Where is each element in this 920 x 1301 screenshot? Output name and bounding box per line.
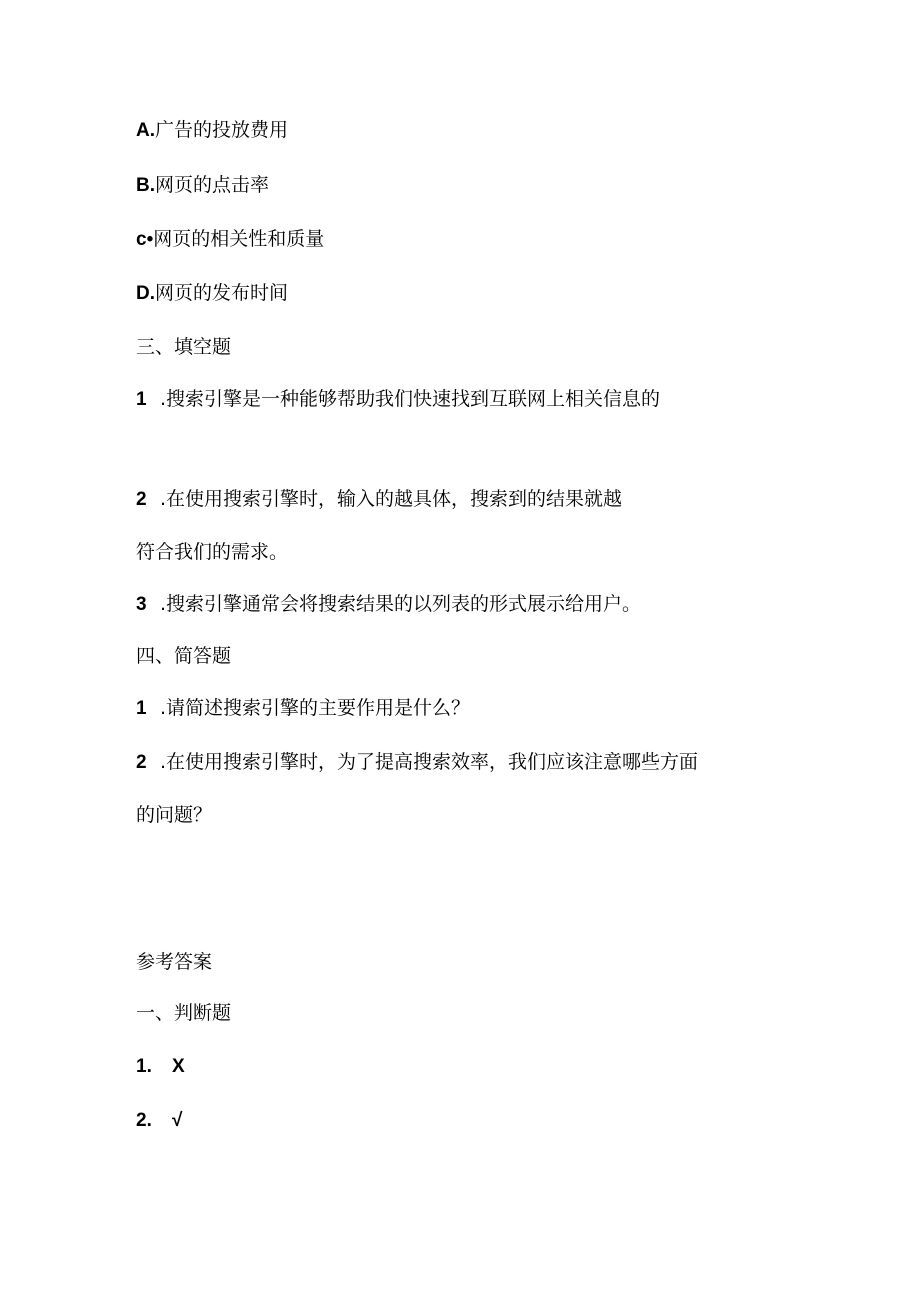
option-a-letter: A. (136, 120, 155, 141)
option-c-text: 网页的相关性和质量 (153, 228, 325, 250)
option-b-text: 网页的点击率 (155, 174, 270, 196)
option-a (136, 117, 288, 144)
answer-item-2-number: 2. (136, 1110, 152, 1131)
option-d-text: 网页的发布时间 (155, 282, 289, 304)
fill-blank-item-2-continuation: 符合我们的需求。 (136, 541, 289, 563)
fill-blank-item-1-number: 1 (136, 389, 147, 410)
fill-blank-item-1 (136, 386, 660, 413)
short-answer-item-2-text: .在使用搜索引擎时，为了提高搜索效率，我们应该注意哪些方面 (160, 751, 699, 773)
answer-item-1-number: 1. (136, 1056, 152, 1077)
option-c (136, 226, 324, 253)
option-a-text: 广告的投放费用 (155, 119, 289, 141)
answer-item-2 (136, 1107, 182, 1134)
short-answer-item-1-text: .请简述搜索引擎的主要作用是什么？ (160, 697, 471, 719)
short-answer-item-1-number: 1 (136, 698, 147, 719)
short-answer-item-1 (136, 695, 470, 722)
fill-blank-item-2 (136, 486, 622, 513)
fill-blank-item-3-number: 3 (136, 594, 147, 615)
fill-blank-item-2-text: .在使用搜索引擎时，输入的越具体，搜索到的结果就越 (160, 488, 623, 510)
fill-blank-item-2-number: 2 (136, 489, 147, 510)
short-answer-item-2-number: 2 (136, 752, 147, 773)
option-d (136, 280, 288, 307)
option-b (136, 172, 269, 199)
answers-section-heading: 一、判断题 (136, 1002, 232, 1024)
option-d-letter: D. (136, 283, 155, 304)
fill-blank-heading: 三、填空题 (136, 336, 232, 358)
fill-blank-item-3 (136, 591, 641, 618)
answers-title: 参考答案 (136, 951, 213, 973)
fill-blank-item-1-text: .搜索引擎是一种能够帮助我们快速找到互联网上相关信息的 (160, 388, 661, 410)
short-answer-item-2 (136, 749, 698, 776)
short-answer-heading: 四、简答题 (136, 645, 232, 667)
answer-item-2-mark: √ (172, 1110, 183, 1131)
option-b-letter: B. (136, 175, 155, 196)
fill-blank-item-3-text: .搜索引擎通常会将搜索结果的以列表的形式展示给用户。 (160, 593, 642, 615)
answer-item-1-mark: X (172, 1056, 185, 1077)
answer-item-1 (136, 1053, 185, 1080)
short-answer-item-2-continuation: 的问题？ (136, 804, 213, 826)
option-c-letter: c• (136, 229, 154, 250)
